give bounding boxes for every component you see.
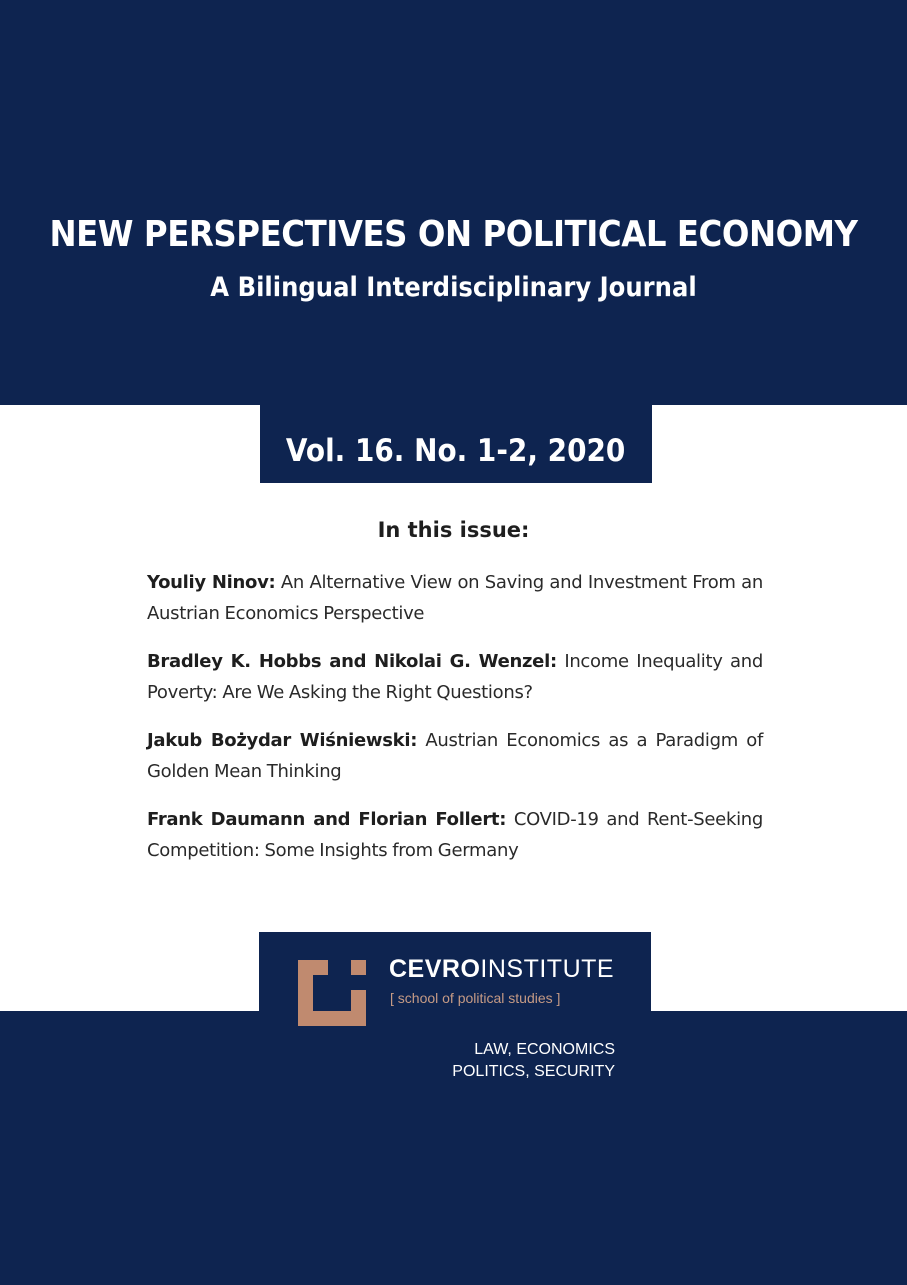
article-list [147, 567, 763, 883]
article-title: An Alternative View on Saving and Investment From an Austrian Economics Perspective [147, 572, 763, 624]
journal-subtitle: A Bilingual Interdisciplinary Journal [210, 272, 697, 303]
volume-label: Vol. 16. No. 1-2, 2020 [286, 433, 626, 469]
article-title: Income Inequality and Poverty: Are We Asking the Right Questions? [147, 651, 763, 703]
publisher-name-light: INSTITUTE [480, 955, 615, 983]
footer-band [0, 1011, 907, 1285]
cevro-logo-icon [298, 960, 366, 1026]
article-title: Austrian Economics as a Paradigm of Golden Mean Thinking [147, 730, 763, 782]
volume-banner [260, 405, 652, 483]
focus-areas-line-1: LAW, ECONOMICS [474, 1041, 615, 1058]
article-entry [147, 646, 763, 708]
journal-title: NEW PERSPECTIVES ON POLITICAL ECONOMY [49, 214, 858, 255]
issue-heading: In this issue: [377, 518, 530, 542]
article-authors: Frank Daumann and Florian Follert: [147, 809, 507, 830]
header-band [0, 0, 907, 405]
article-authors: Jakub Bożydar Wiśniewski: [147, 730, 418, 751]
article-authors: Bradley K. Hobbs and Nikolai G. Wenzel: [147, 651, 557, 672]
publisher-name-bold: CEVRO [389, 955, 481, 983]
publisher-name [389, 955, 614, 984]
focus-areas-line-2: POLITICS, SECURITY [452, 1063, 615, 1080]
article-entry [147, 725, 763, 787]
publisher-tagline: [ school of political studies ] [390, 990, 561, 1006]
article-entry [147, 804, 763, 866]
article-entry [147, 567, 763, 629]
article-authors: Youliy Ninov: [147, 572, 276, 593]
article-title: COVID-19 and Rent-Seeking Competition: Some Insights from Germany [147, 809, 763, 861]
logo-square-shape [351, 960, 366, 975]
